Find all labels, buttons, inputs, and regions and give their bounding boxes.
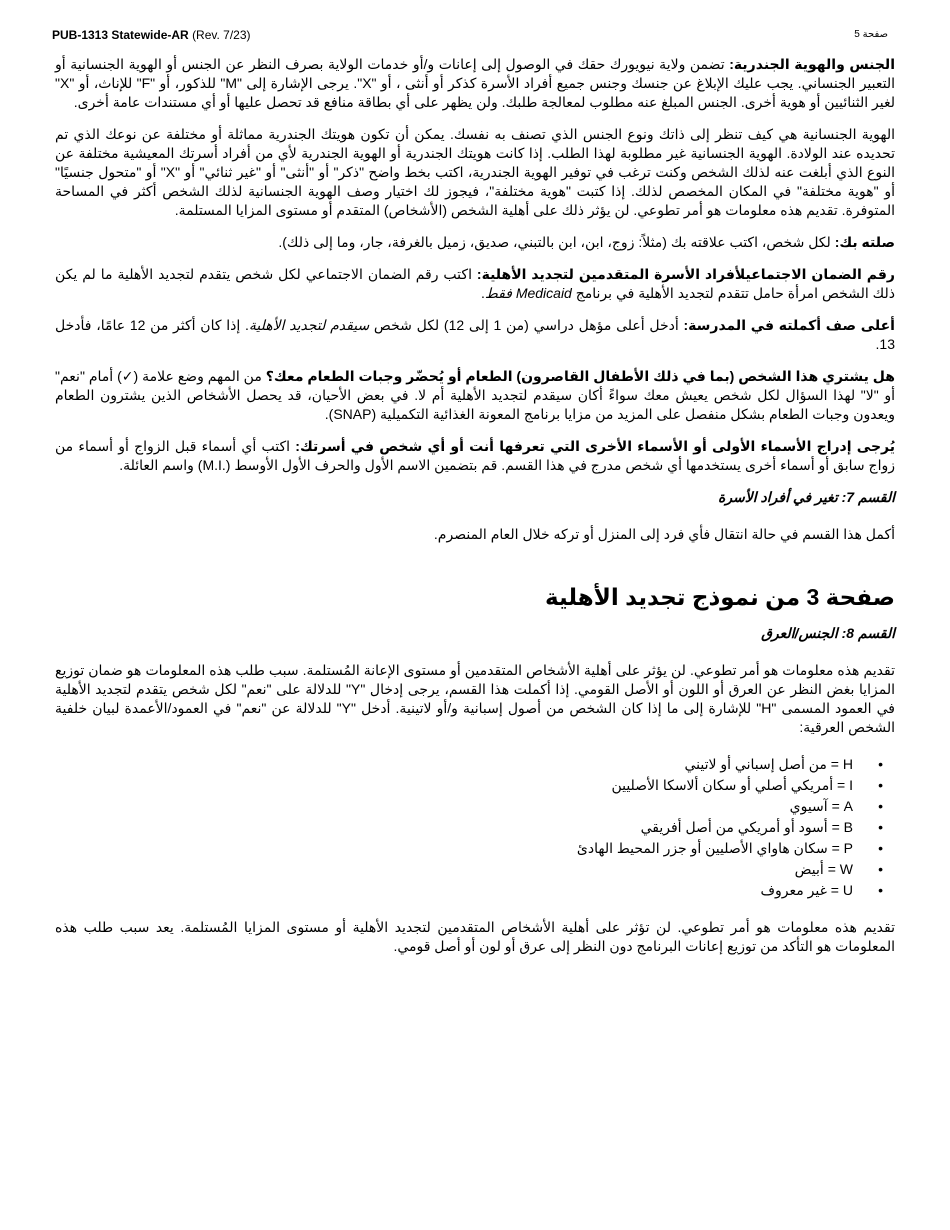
ssn-text-end: . xyxy=(480,285,485,301)
code-meaning: آسيوي xyxy=(789,798,828,814)
code-meaning: أسود أو أمريكي من أصل أفريقي xyxy=(640,819,828,835)
section8-heading: القسم 8: الجنس/العرق xyxy=(761,625,895,641)
school-paragraph xyxy=(55,316,895,354)
code-letter: H xyxy=(842,756,853,772)
list-item: • I = أمريكي أصلي أو سكان ألاسكا الأصليين xyxy=(55,775,853,796)
page3-title: صفحة 3 من نموذج تجديد الأهلية xyxy=(545,584,895,610)
race-code-list xyxy=(55,754,895,901)
code-letter: P xyxy=(843,840,853,856)
doc-code: PUB-1313 Statewide-AR xyxy=(52,28,189,42)
food-text: من المهم وضع علامة (✓) أمام "نعم" أو "لا" لهذا السؤال لكل شخص يعيش معك سواءً أكان سيقدم لتجديد الأهلية أم لا. في بعض الأحيان، قد يحصل الأشخاص الذين يشترون الطعام ويعدون وجبات الطعام بشكل منفصل على المزيد من مزايا برنامج المعونة الغذائية التكميلية (SNAP). xyxy=(55,368,895,422)
names-paragraph xyxy=(55,437,895,475)
code-meaning: أبيض xyxy=(794,861,824,877)
names-text: اكتب أي أسماء قبل الزواج أو أسماء من زواج سابق أو أسماء أخرى يستخدمها أي شخص مدرج في هذا القسم. قم بتضمين الاسم الأول والحرف الأول الأوسط (.M.I) واسم العائلة. xyxy=(55,438,895,473)
gender-paragraph xyxy=(55,55,895,112)
school-text: أدخل أعلى مؤهل دراسي (من 1 إلى 12) لكل شخص xyxy=(369,317,684,333)
section7-paragraph: أكمل هذا القسم في حالة انتقال فأي فرد إلى المنزل أو تركه خلال العام المنصرم. xyxy=(433,526,895,542)
race-intro-paragraph: تقديم هذه معلومات هو أمر تطوعي. لن يؤثر على أهلية الأشخاص المتقدمين أو مستوى الإعانة المُستلمة. سبب طلب هذه المعلومات هو ضمان توزيع المزايا بغض النظر عن العرق أو اللون أو الأصل القومي. إذا أكملت هذا القسم، يرجى إدخال "Y" للدلالة على "نعم" لكل شخص يتقدم لتجديد الأهلية في العمود المسمى "H" للإشارة إلى ما إذا كان الشخص من أصول إسبانية و/أو لاتينية. أدخل "Y" للدلالة عن "نعم" في العمود/الأعمدة لبيان خلفية الشخص العرقية: xyxy=(55,662,896,735)
code-meaning: سكان هاواي الأصليين أو جزر المحيط الهادئ xyxy=(576,840,828,856)
code-letter: U xyxy=(842,882,853,898)
code-letter: A xyxy=(843,798,853,814)
page-header xyxy=(52,28,898,44)
section7-heading: القسم 7: تغير في أفراد الأسرة xyxy=(717,489,895,505)
relationship-paragraph xyxy=(55,233,895,252)
school-italic: سيقدم لتجديد الأهلية xyxy=(248,317,370,333)
school-label: أعلى صف أكملته في المدرسة: xyxy=(683,317,895,333)
list-item: • U = غير معروف xyxy=(55,880,853,901)
food-label: هل يشتري هذا الشخص (بما في ذلك الأطفال القاصرون) الطعام أو يُحضّر وجبات الطعام معك؟ xyxy=(265,368,896,384)
code-meaning: أمريكي أصلي أو سكان ألاسكا الأصليين xyxy=(611,777,834,793)
ssn-text: اكتب رقم الضمان الاجتماعي لكل شخص يتقدم لتجديد الأهلية ما لم يكن ذلك الشخص امرأة حامل تتقدم لتجديد الأهلية في برنامج xyxy=(55,266,895,301)
gender-label: الجنس والهوية الجندرية: xyxy=(729,56,895,72)
code-meaning: غير معروف xyxy=(760,882,827,898)
ssn-paragraph xyxy=(55,265,895,303)
list-item: • W = أبيض xyxy=(55,859,853,880)
code-letter: B xyxy=(843,819,853,835)
gender-identity-paragraph: الهوية الجنسانية هي كيف تنظر إلى ذاتك ونوع الجنس الذي تصنف به نفسك. يمكن أن تكون هويتك الجندرية مماثلة أو مختلفة عن نوعك الذي تم تحديده عند الولادة. الهوية الجنسانية غير مطلوبة لهذا الطلب. إذا كانت هويتك الجندرية أو الهوية الجندرية لأي من أفراد أسرتك المعيشية مختلفة عن النوع الذي أبلغت عنه لذلك الشخص وكنت ترغب في توفير الهوية الجندرية، اكتب بخط واضح "ذكر" أو "أنثى" أو "غير ثنائي" أو "X" أو "متحول جنسيًا" أو "هوية مختلفة" في المكان المخصص لذلك. إذا كتبت "هوية مختلفة"، فيجوز لك اختيار وصف الهوية الجنسانية لذلك الشخص أكثر في المساحة المتوفرة. تقديم هذه معلومات هو أمر تطوعي. لن يؤثر ذلك على أهلية الشخص (الأشخاص) المتقدم أو مستوى المزايا المستلمة. xyxy=(55,126,895,218)
ssn-italic: Medicaid فقط xyxy=(484,285,572,301)
list-item: • H = من أصل إسباني أو لاتيني xyxy=(55,754,853,775)
code-meaning: من أصل إسباني أو لاتيني xyxy=(684,756,827,772)
food-paragraph xyxy=(55,367,895,424)
doc-revision: (Rev. 7/23) xyxy=(192,28,251,42)
ssn-label: رقم الضمان الاجتماعيلأفراد الأسرة المتقدمين لتجديد الأهلية: xyxy=(476,266,895,282)
code-letter: W xyxy=(839,861,853,877)
relationship-text: لكل شخص، اكتب علاقته بك (مثلاً: زوج، ابن، ابن بالتبني، صديق، زميل بالغرفة، جار، وما إلى ذلك). xyxy=(278,234,835,250)
gender-text: تضمن ولاية نيويورك حقك في الوصول إلى إعانات و/أو خدمات الولاية بصرف النظر عن الجنس أو الهوية الجنسانية أو التعبير الجنساني. يجب عليك الإبلاغ عن جنسك وجنس جميع أفراد الأسرة كذكر أو أنثى ، أو "X". يرجى الإشارة إلى "M" للذكور، أو "F" للإناث، أو "X" لغير الثنائيين أو هوية أخرى. الجنس المبلغ عنه مطلوب لمعالجة طلبك. ولن يظهر على أي بطاقة منافع قد تحصل عليها أو أي مستندات عامة أخرى. xyxy=(55,56,896,110)
document-id xyxy=(52,28,251,42)
list-item: • P = سكان هاواي الأصليين أو جزر المحيط الهادئ xyxy=(55,838,853,859)
relationship-label: صلته بك: xyxy=(834,234,895,250)
race-closing-paragraph: تقديم هذه معلومات هو أمر تطوعي. لن تؤثر على أهلية الأشخاص المتقدمين لتجديد الأهلية أو مستوى المزايا المُستلمة. يعد سبب طلب هذه المعلومات هو التأكد من توزيع إعانات البرنامج دون النظر إلى عرق أو لون أو أصل قومي. xyxy=(55,919,895,954)
list-item: • A = آسيوي xyxy=(55,796,853,817)
names-label: يُرجى إدراج الأسماء الأولى أو الأسماء الأخرى التي تعرفها أنت أو أي شخص في أسرتك: xyxy=(295,438,895,454)
page-number: صفحة 5 xyxy=(854,29,888,40)
school-text-end: . إذا كان أكثر من 12 عامًا، فأدخل 13. xyxy=(55,317,895,352)
list-item: • B = أسود أو أمريكي من أصل أفريقي xyxy=(55,817,853,838)
document-body xyxy=(55,55,895,969)
code-letter: I xyxy=(849,777,853,793)
